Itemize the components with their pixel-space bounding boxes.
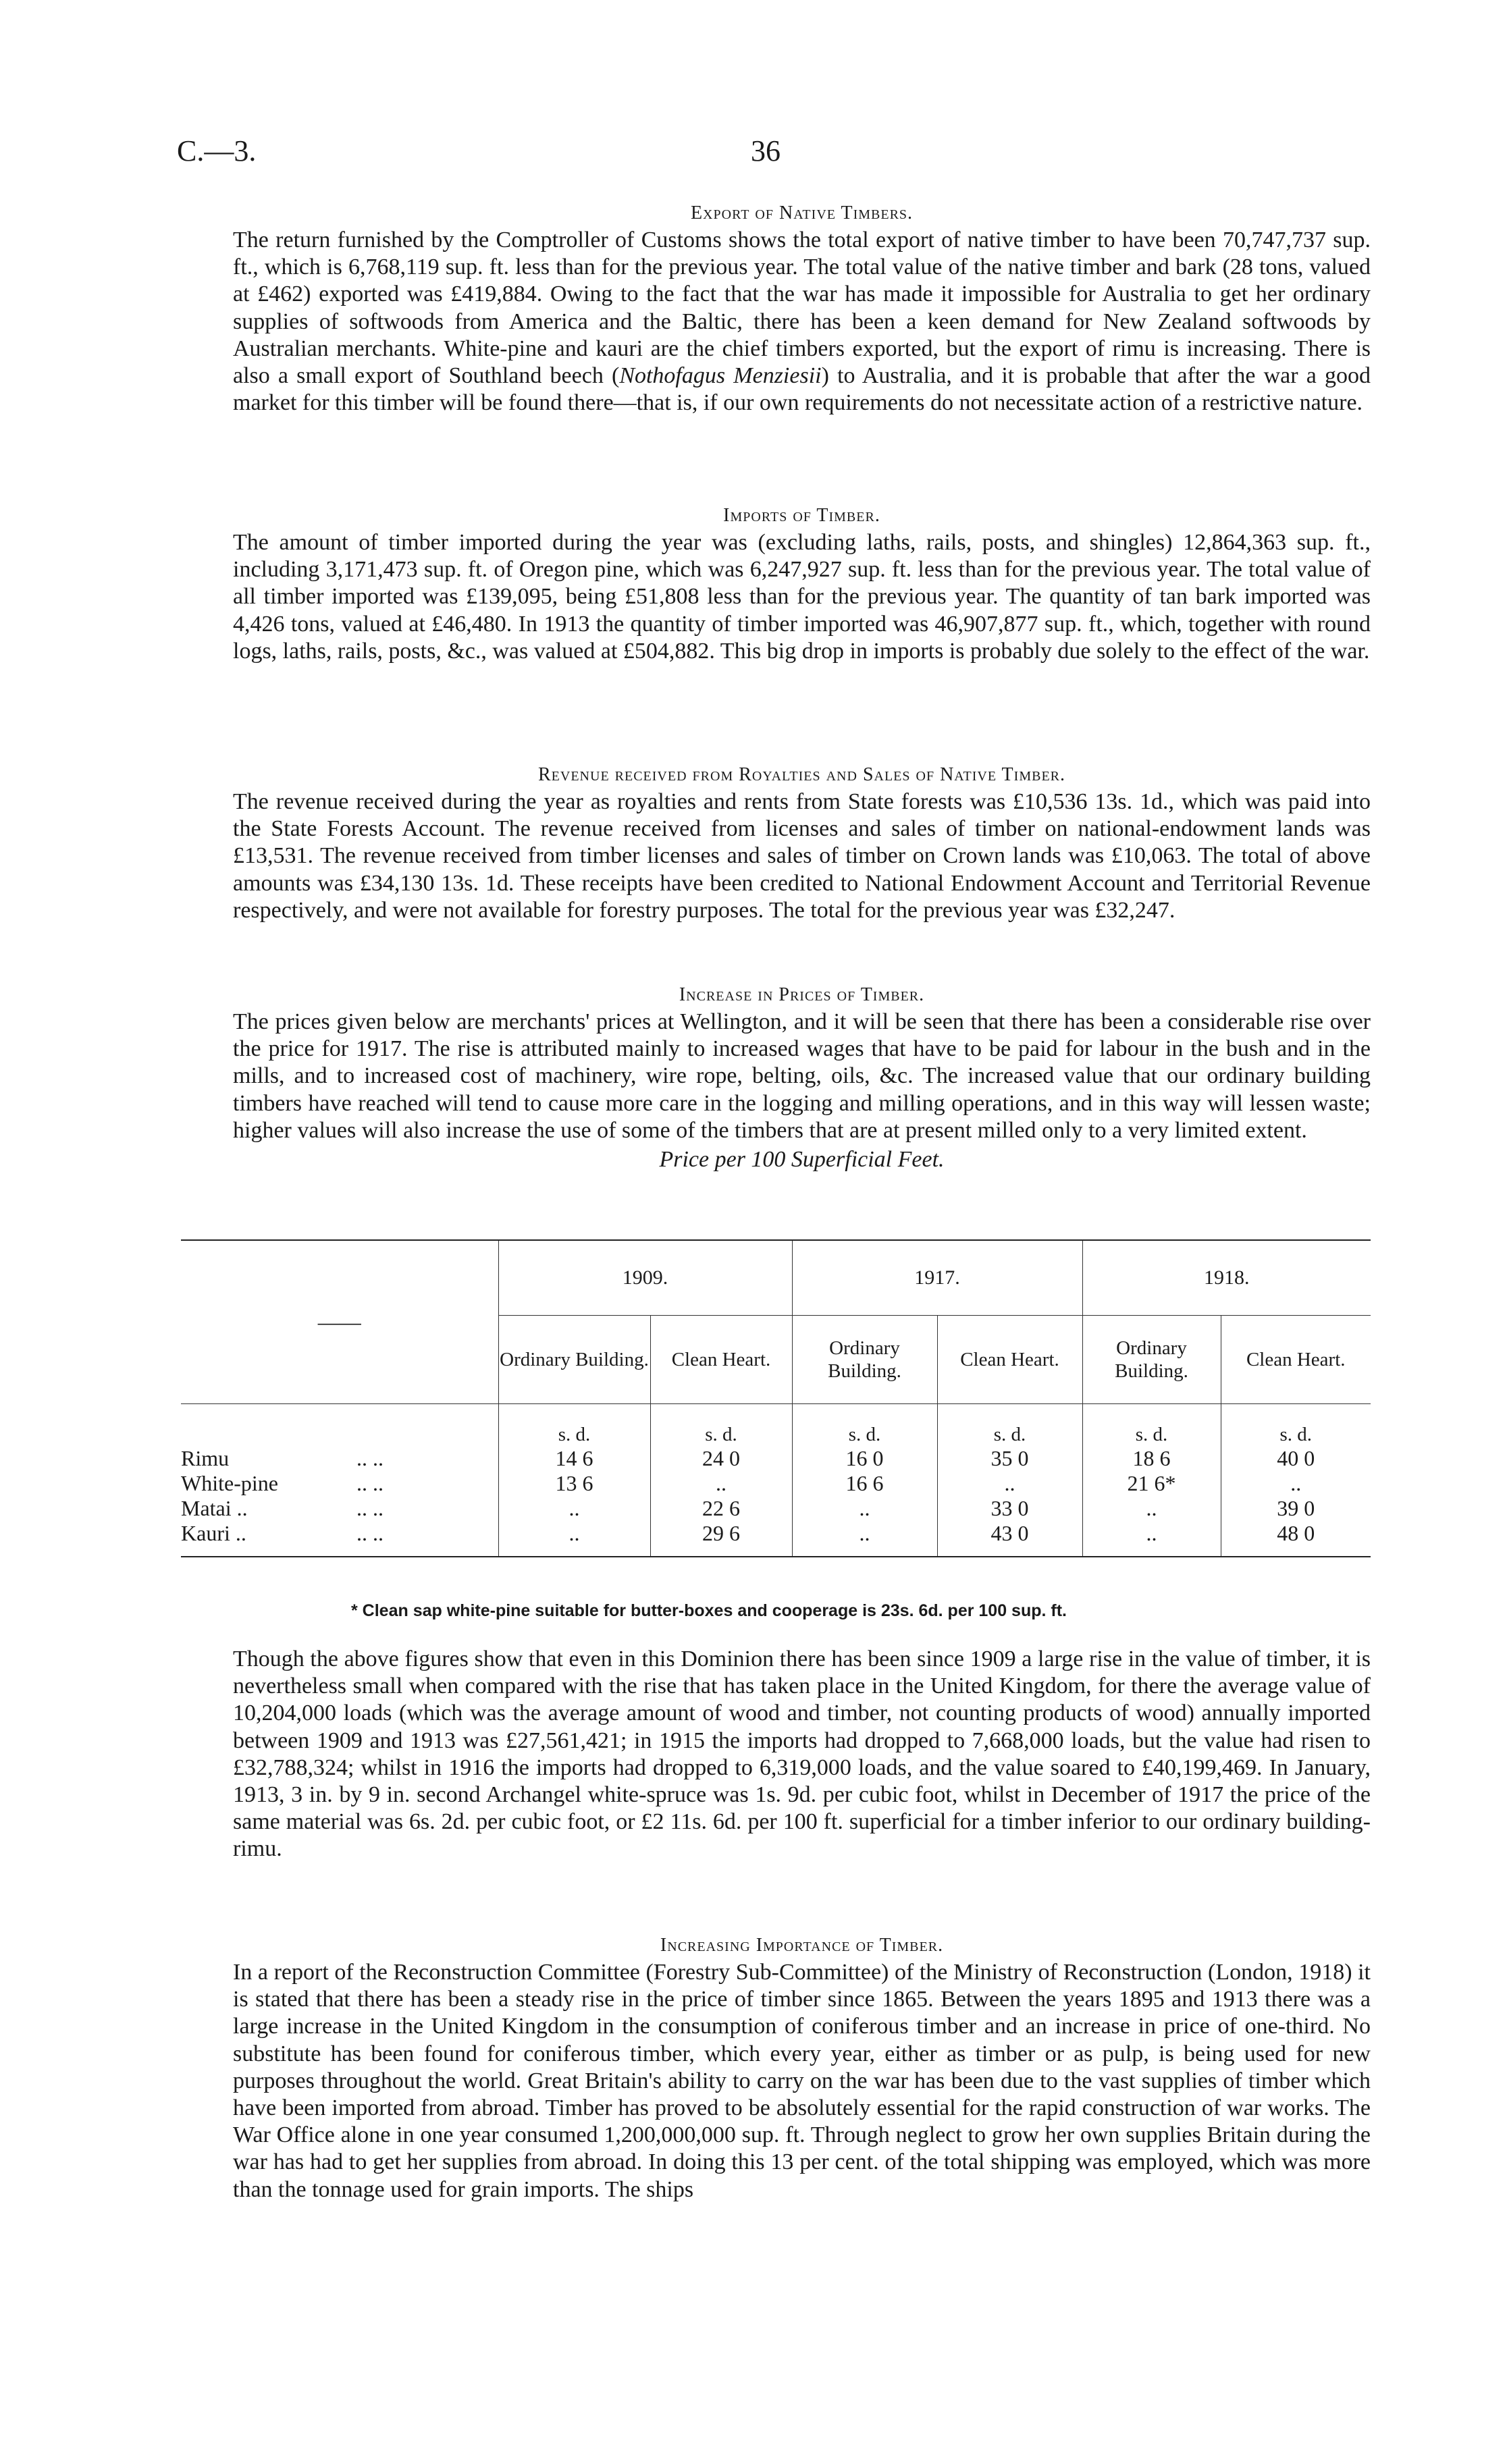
column-header: Clean Heart. <box>937 1316 1082 1404</box>
section-heading: Increasing Importance of Timber. <box>660 1935 944 1956</box>
section-export <box>233 200 1371 417</box>
column-header: Ordinary Building. <box>792 1316 937 1404</box>
stub-header: —— <box>317 1310 361 1334</box>
price-cell: 29 6 <box>650 1521 792 1557</box>
price-cell: .. <box>1082 1496 1221 1521</box>
price-cell: 18 6 <box>1082 1446 1221 1471</box>
price-cell: 48 0 <box>1221 1521 1371 1557</box>
table-row <box>181 1496 1371 1521</box>
paragraph-text: The return furnished by the Comptroller of Customs shows the total export of native timber to have been 70,747,737 sup. ft., which is 6,768,119 sup. ft. less than for the previous year. The total value of the native timber and bark (28 tons, valued at £462) exported was £419,884. Owing to the fact that the war has made it impossible for Australia to get her ordinary supplies of softwoods from America and the Baltic, there has been a keen demand for New Zealand softwoods by Australian merchants. White-pine and kauri are the chief timbers exported, but the export of rimu is increasing. There is also a small export of Southland beech ( <box>233 227 1371 389</box>
leader-dots: .. .. <box>356 1521 384 1545</box>
price-cell: 39 0 <box>1221 1496 1371 1521</box>
table-footnote: * Clean sap white-pine suitable for butter-boxes and cooperage is 23s. 6d. per 100 sup. ft. <box>351 1601 1067 1620</box>
unit-label: s. d. <box>498 1404 650 1447</box>
column-header: Clean Heart. <box>1221 1316 1371 1404</box>
price-cell: 13 6 <box>498 1471 650 1496</box>
price-cell: 35 0 <box>937 1446 1082 1471</box>
year-header: 1918. <box>1082 1240 1371 1316</box>
section-heading: Revenue received from Royalties and Sales of Native Timber. <box>538 764 1065 785</box>
section-paragraph: Though the above figures show that even in this Dominion there has been since 1909 a large rise in the value of timber, it is nevertheless small when compared with the rise that has taken place in the United Kingdom, for there the average value of 10,204,000 loads (which was the average amount of wood and timber, not counting products of wood) annually imported between 1909 and 1913 was £27,561,421; in 1915 the imports had dropped to 7,668,000 loads, but the value had risen to £32,788,324; whilst in 1916 the imports had dropped to 6,319,000 loads, and the value soared to £40,199,469. In January, 1913, 3 in. by 9 in. second Archangel white-spruce was 1s. 9d. per cubic foot, whilst in December of 1917 the price of the same material was 6s. 2d. per cubic foot, or £2 11s. 6d. per 100 ft. superficial for a timber inferior to our ordinary building-rimu. <box>233 1646 1371 1862</box>
price-cell: .. <box>650 1471 792 1496</box>
timber-name: Kauri .. <box>181 1521 246 1545</box>
leader-dots: .. .. <box>356 1446 384 1470</box>
table-row <box>181 1471 1371 1496</box>
section-imports <box>233 502 1371 665</box>
section-paragraph: The amount of timber imported during the year was (excluding laths, rails, posts, and shingles) 12,864,363 sup. ft., including 3,171,473 sup. ft. of Oregon pine, which was 6,247,927 sup. ft. less than for the previous year. The total value of all timber imported was £139,095, being £51,808 less than for the previous year. The quantity of tan bark imported was 4,426 tons, valued at £46,480. In 1913 the quantity of timber imported was 46,907,877 sup. ft., which, together with round logs, laths, rails, posts, &c., was valued at £504,882. This big drop in imports is probably due solely to the effect of the war. <box>233 530 1371 664</box>
price-cell: .. <box>792 1521 937 1557</box>
section-revenue <box>233 761 1371 924</box>
price-cell: .. <box>937 1471 1082 1496</box>
section-comparison <box>233 1646 1371 1863</box>
unit-label: s. d. <box>1221 1404 1371 1447</box>
price-cell: 14 6 <box>498 1446 650 1471</box>
price-cell: 24 0 <box>650 1446 792 1471</box>
price-cell: 22 6 <box>650 1496 792 1521</box>
table-caption: Price per 100 Superficial Feet. <box>659 1147 945 1173</box>
column-header: Ordinary Building. <box>1082 1316 1221 1404</box>
section-paragraph: The prices given below are merchants' prices at Wellington, and it will be seen that there has been a considerable rise over the price for 1917. The rise is attributed mainly to increased wages that have to be paid for labour in the bush and in the mills, and to increased cost of machinery, wire rope, belting, oils, &c. The increased value that our ordinary building timbers have reached will tend to cause more care in the logging and milling operations, and in this way will lessen waste; higher values will also increase the use of some of the timbers that are at present milled only to a very limited extent. <box>233 1009 1371 1143</box>
section-paragraph: In a report of the Reconstruction Committee (Forestry Sub-Committee) of the Ministry of Reconstruction (London, 1918) it is stated that there has been a steady rise in the price of timber since 1865. Between the years 1895 and 1913 there was a large increase in the United Kingdom in the consumption of coniferous timber and an increase in price of one-third. No substitute has been found for coniferous timber, which every year, either as timber or as pulp, is being used for new purposes throughout the world. Great Britain's ability to carry on the war has been due to the vast supplies of timber which have been imported from abroad. Timber has proved to be absolutely essential for the rapid construction of war works. The War Office alone in one year consumed 1,200,000,000 sup. ft. Through neglect to grow her own supplies Britain during the war has had to get her supplies from abroad. In doing this 13 per cent. of the total shipping was employed, which was more than the tonnage used for grain imports. The ships <box>233 1960 1371 2202</box>
section-paragraph: The revenue received during the year as royalties and rents from State forests was £10,536 13s. 1d., which was paid into the State Forests Account. The revenue received from licenses and sales of timber on national-endowment lands was £13,531. The revenue received from timber licenses and sales of timber on Crown lands was £10,063. The total of above amounts was £34,130 13s. 1d. These receipts have been credited to National Endowment Account and Territorial Revenue respectively, and were not available for forestry purposes. The total for the previous year was £32,247. <box>233 789 1371 923</box>
price-cell: .. <box>1082 1521 1221 1557</box>
paragraph-text: ) to Australia, and it is probable that after the war a good market for this timber will be found there—that is, if our own requirements do not necessitate action of a restrictive nature. <box>233 363 1371 416</box>
timber-name: White-pine <box>181 1471 278 1495</box>
timber-name: Rimu <box>181 1446 230 1470</box>
price-cell: 16 6 <box>792 1471 937 1496</box>
unit-label: s. d. <box>1082 1404 1221 1447</box>
year-header: 1917. <box>792 1240 1082 1316</box>
price-cell: 40 0 <box>1221 1446 1371 1471</box>
column-header: Ordinary Building. <box>498 1316 650 1404</box>
section-heading: Imports of Timber. <box>723 505 880 526</box>
section-price-increase <box>233 982 1371 1173</box>
document-reference: C.—3. <box>177 134 257 167</box>
price-table <box>181 1239 1371 1557</box>
leader-dots: .. .. <box>356 1471 384 1495</box>
price-cell: 21 6* <box>1082 1471 1221 1496</box>
page-number: 36 <box>751 134 781 167</box>
price-cell: .. <box>1221 1471 1371 1496</box>
section-paragraph <box>233 227 1371 417</box>
unit-label: s. d. <box>650 1404 792 1447</box>
timber-name: Matai .. <box>181 1496 248 1520</box>
price-cell: .. <box>498 1496 650 1521</box>
species-name: Nothofagus Menziesii <box>619 363 822 389</box>
year-header: 1909. <box>498 1240 792 1316</box>
price-cell: 43 0 <box>937 1521 1082 1557</box>
price-cell: .. <box>498 1521 650 1557</box>
section-heading: Increase in Prices of Timber. <box>679 984 925 1005</box>
section-heading: Export of Native Timbers. <box>690 203 914 223</box>
unit-label: s. d. <box>792 1404 937 1447</box>
unit-label: s. d. <box>937 1404 1082 1447</box>
column-header: Clean Heart. <box>650 1316 792 1404</box>
price-cell: .. <box>792 1496 937 1521</box>
price-cell: 16 0 <box>792 1446 937 1471</box>
section-importance <box>233 1932 1371 2203</box>
table-row <box>181 1521 1371 1557</box>
price-cell: 33 0 <box>937 1496 1082 1521</box>
table-row <box>181 1446 1371 1471</box>
leader-dots: .. .. <box>356 1496 384 1520</box>
